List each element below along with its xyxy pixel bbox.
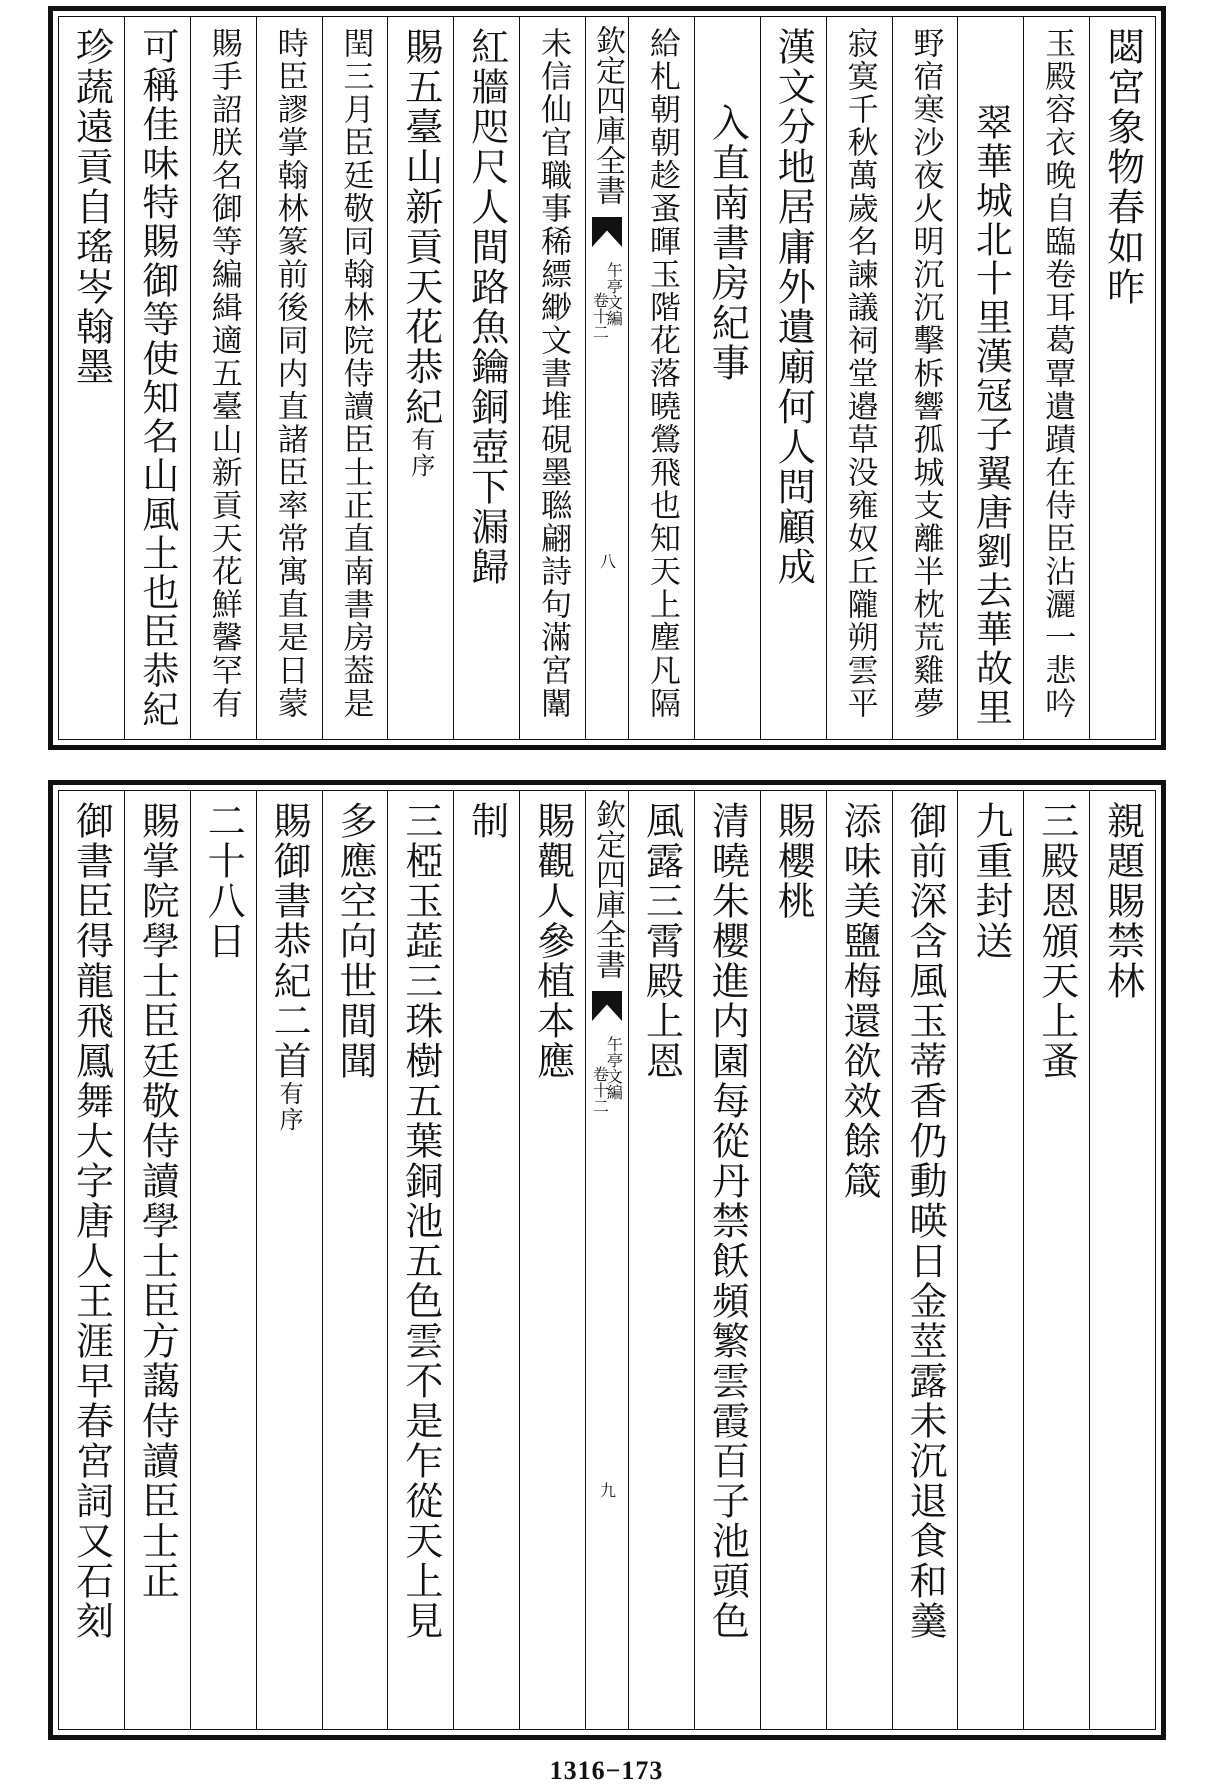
text-column (322, 17, 388, 739)
center-fold-column (585, 791, 628, 1729)
verse-line: 紅牆咫尺人間路魚鑰銅壺下漏歸 (464, 27, 509, 587)
verse-line: 翠華城北十里漢冦子翼唐劉去華故里 (969, 103, 1013, 727)
book-title: 欽定四庫全書 (590, 799, 625, 979)
column-text (205, 27, 242, 720)
column-text (907, 27, 944, 720)
verse-line: 野宿寒沙夜火明沉沉擊柝響孤城支離半枕荒雞夢 (907, 27, 944, 720)
verse-line: 九重封送 (968, 801, 1013, 961)
text-column (1089, 791, 1155, 1729)
text-column (694, 17, 760, 739)
text-column (628, 17, 694, 739)
column-text (969, 103, 1013, 727)
verse-line: 賜五臺山新貢天花恭紀 (398, 27, 443, 427)
column-text (771, 27, 816, 587)
column-text (135, 801, 180, 1601)
fish-tail-mark-icon (592, 991, 622, 1021)
column-text (464, 27, 509, 587)
verse-line: 珍蔬遠貢自瑤岑翰墨 (69, 27, 114, 387)
verse-line: 制 (464, 801, 509, 841)
verse-line: 親題賜禁林 (1100, 801, 1145, 1001)
verse-line: 寂寞千秋萬歲名諫議祠堂邉草没雍奴丘隴朔雲平 (841, 27, 878, 720)
column-text (69, 801, 114, 1641)
text-column (519, 791, 585, 1729)
verse-line: 添味美鹽梅還欲效餘箴 (837, 801, 882, 1201)
verse-line: 御書臣得龍飛鳳舞大字唐人王涯早春宮詞又石刻 (69, 801, 114, 1641)
text-column (1089, 17, 1155, 739)
column-text (1100, 801, 1145, 1001)
top-page-columns (58, 16, 1156, 740)
verse-line: 二十八日 (201, 801, 246, 961)
text-column (519, 17, 585, 739)
text-column (1023, 791, 1089, 1729)
verse-line: 賜觀人參植本應 (530, 801, 575, 1081)
verse-line: 漢文分地居庸外遺廟何人問顧成 (771, 27, 816, 587)
verse-line: 三椏玉蕋三珠樹五葉銅池五色雲不是乍從天上見 (398, 801, 443, 1641)
text-column (256, 791, 322, 1729)
column-text (464, 801, 509, 841)
column-text (135, 27, 179, 729)
text-column (190, 17, 256, 739)
volume-number: 卷十二 (590, 292, 610, 340)
text-column (256, 17, 322, 739)
column-text (398, 801, 443, 1641)
text-column (453, 791, 519, 1729)
verse-line: 賜掌院學士臣廷敬侍讀學士臣方藹侍讀臣士正 (135, 801, 180, 1601)
interlinear-note: 有序 (406, 427, 435, 479)
text-column (760, 17, 826, 739)
folio-number: 八 (597, 553, 617, 569)
column-text (1039, 27, 1076, 720)
verse-line: 可稱佳味特賜御等使知名山風土也臣恭紀 (135, 27, 179, 729)
fish-tail-mark-icon (592, 217, 622, 247)
column-text (398, 27, 443, 479)
text-column (190, 791, 256, 1729)
text-column (124, 791, 190, 1729)
column-text (705, 103, 750, 383)
verse-line: 賜御書恭紀二首 (267, 801, 312, 1081)
text-column (322, 791, 388, 1729)
column-text (69, 27, 114, 387)
verse-line: 未信仙官職事稀縹緲文書堆硯墨聮翩詩句滿宮闈 (535, 27, 572, 720)
verse-line: 玉殿容衣晚自臨卷耳葛覃遺蹟在侍臣沾灑一悲吟 (1039, 27, 1076, 720)
text-column (760, 791, 826, 1729)
text-column (826, 17, 892, 739)
verse-line: 閏三月臣廷敬同翰林院侍讀臣士正直南書房葢是 (337, 27, 374, 720)
verse-line: 給札朝朝趁蚤暉玉階花落曉鶯飛也知天上塵凡隔 (643, 27, 680, 720)
verse-line: 時臣謬掌翰林篆前後同内直諸臣率常寓直是日蒙 (271, 27, 308, 720)
bottom-page-columns (58, 790, 1156, 1730)
top-page (48, 6, 1166, 750)
text-column (628, 791, 694, 1729)
column-text (535, 27, 572, 720)
collection-name: 午亭文編 (604, 1036, 624, 1100)
column-text (530, 801, 575, 1081)
book-title: 欽定四庫全書 (590, 25, 625, 205)
text-column (694, 791, 760, 1729)
column-text (968, 801, 1013, 961)
verse-line: 多應空向世間聞 (332, 801, 377, 1081)
verse-line: 清曉朱櫻進内園每從丹禁飫頻繁雲霞百子池頭色 (705, 801, 750, 1641)
verse-line: 閟宮象物春如昨 (1100, 27, 1145, 307)
text-column (124, 17, 190, 739)
text-column (826, 791, 892, 1729)
text-column (957, 791, 1023, 1729)
column-text (841, 27, 878, 720)
column-text (271, 27, 308, 720)
column-text (639, 801, 684, 1081)
column-text (332, 801, 377, 1081)
verse-line: 賜櫻桃 (771, 801, 816, 921)
text-column (387, 17, 453, 739)
page-footer-number: 1316−173 (549, 1756, 664, 1785)
text-column (1023, 17, 1089, 739)
text-column (892, 17, 958, 739)
folio-number: 九 (597, 1482, 617, 1498)
column-text (643, 27, 680, 720)
column-text (902, 801, 947, 1641)
text-column (957, 17, 1023, 739)
column-text (337, 27, 374, 720)
center-fold-column (585, 17, 628, 739)
verse-line: 御前深含風玉蒂香仍動暎日金莖露未沉退食和羹 (902, 801, 947, 1641)
column-text (771, 801, 816, 921)
interlinear-note: 有序 (275, 1081, 304, 1133)
text-column (892, 791, 958, 1729)
bottom-page (48, 780, 1166, 1740)
text-column (453, 17, 519, 739)
column-text (1100, 27, 1145, 307)
verse-line: 賜手詔朕名御等編緝適五臺山新貢天花鮮馨罕有 (205, 27, 242, 720)
volume-number: 卷十二 (590, 1066, 610, 1114)
column-text (1034, 801, 1079, 1081)
verse-line: 風露三霄殿上恩 (639, 801, 684, 1081)
column-text (837, 801, 882, 1201)
column-text (705, 801, 750, 1641)
collection-name: 午亭文編 (604, 262, 624, 326)
text-column (59, 791, 124, 1729)
verse-line: 入直南書房紀事 (705, 103, 750, 383)
column-text (201, 801, 246, 961)
text-column (59, 17, 124, 739)
text-column (387, 791, 453, 1729)
verse-line: 三殿恩頒天上蚤 (1034, 801, 1079, 1081)
column-text (267, 801, 312, 1133)
